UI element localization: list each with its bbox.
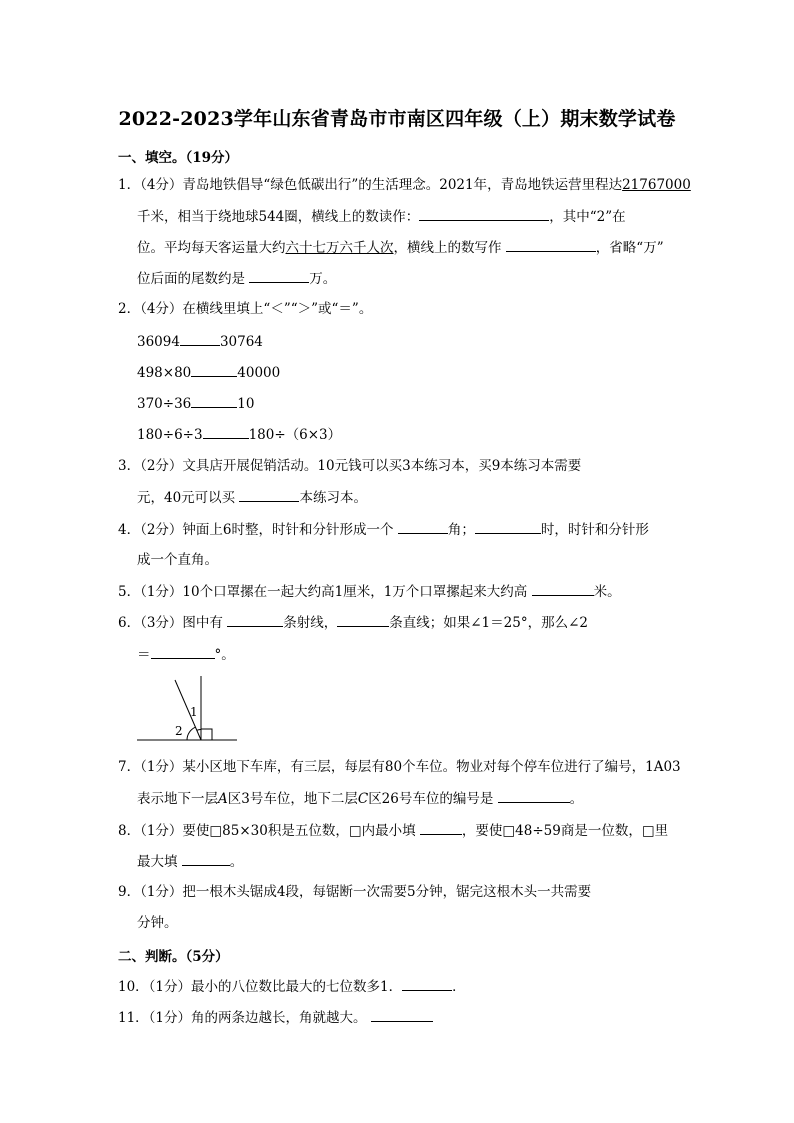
q6-line-2 (137, 644, 235, 665)
q2-row3-left: 370÷36 (137, 396, 192, 412)
q1-answer-blank-3[interactable] (249, 268, 309, 283)
q6-text-e: °。 (214, 647, 235, 663)
q11-text-a: 11．（1分）角的两条边越长，角就越大。 (118, 1010, 367, 1026)
q2-row2-left: 498×80 (137, 365, 192, 381)
q1-line-3 (137, 237, 664, 258)
q5-answer-blank[interactable] (532, 581, 594, 596)
q6-angle2-label: 2 (175, 724, 183, 738)
q1-text-a: 1．（4分）青岛地铁倡导“绿色低碳出行”的生活理念。2021年，青岛地铁运营里程达 (118, 177, 623, 193)
q5-text-b: 米。 (593, 584, 621, 600)
q6-answer-blank-1[interactable] (227, 612, 283, 627)
q2-row4-left: 180÷6÷3 (137, 427, 203, 443)
q2-row-4 (137, 424, 341, 445)
q11-answer-blank[interactable] (371, 1007, 433, 1022)
q5-text-a: 5．（1分）10个口罩摞在一起大约高1厘米，1万个口罩摞起来大约高 (118, 584, 528, 600)
section-fill-blank: 一、填空。（19分） (118, 150, 239, 166)
q7-zone-c: C (357, 791, 369, 807)
q7-text-c: 区26号车位的编号是 (368, 791, 494, 807)
q11-line (118, 1007, 433, 1028)
section-judge: 二、判断。（5分） (118, 949, 229, 965)
q7-text-b: 区3号车位，地下二层 (227, 791, 358, 807)
q8-line-1 (118, 820, 668, 841)
q3-line-1: 3．（2分）文具店开展促销活动。10元钱可以买3本练习本，买9本练习本需要 (118, 458, 582, 474)
q10-line (118, 976, 466, 997)
q3-answer-blank[interactable] (239, 487, 299, 502)
q1-text-g: 位后面的尾数约是 (137, 271, 245, 287)
q1-text-e: ，横线上的数写作 (393, 240, 502, 256)
q7-answer-blank[interactable] (498, 788, 570, 803)
q1-text-f: ，省略“万” (595, 240, 664, 256)
q1-line-2 (137, 206, 626, 227)
q7-line-2 (137, 788, 583, 809)
q8-text-a: 8．（1分）要使□85×30积是五位数，□内最小填 (118, 823, 416, 839)
q6-line-1 (118, 612, 588, 633)
q2-row3-right: 10 (237, 396, 255, 412)
q10-text-a: 10．（1分）最小的八位数比最大的七位数多1． (118, 979, 403, 995)
q7-zone-a: A (218, 791, 228, 807)
q7-text-a: 表示地下一层 (137, 791, 218, 807)
q8-answer-blank-2[interactable] (182, 851, 230, 866)
q3-text-a: 元，40元可以买 (137, 490, 236, 506)
page-title: 2022-2023学年山东省青岛市市南区四年级（上）期末数学试卷 (118, 108, 676, 130)
q4-line-2: 成一个直角。 (137, 552, 218, 568)
q3-line-2 (137, 487, 367, 508)
q2-row-3 (137, 393, 254, 414)
q1-text-c: ，其中“2”在 (549, 209, 626, 225)
q2-row3-blank[interactable] (191, 393, 237, 408)
q6-angle1-arc (197, 729, 201, 730)
q1-text-h: 万。 (309, 271, 337, 287)
q4-text-a: 4．（2分）钟面上6时整，时针和分针形成一个 (118, 522, 394, 538)
q4-line-1 (118, 519, 649, 540)
q3-text-b: 本练习本。 (299, 490, 367, 506)
q6-text-b: 条射线， (283, 615, 338, 631)
q1-text-d: 位。平均每天客运量大约 (137, 240, 286, 256)
q4-text-c: 时，时针和分针形 (540, 522, 649, 538)
q1-text-b: 千米，相当于绕地球544圈，横线上的数读作： (137, 209, 420, 225)
q8-answer-blank-1[interactable] (420, 820, 462, 835)
q2-row4-right: 180÷（6×3） (248, 427, 342, 443)
q1-underlined-words: 六十七万六千人次 (285, 240, 394, 256)
q8-line-2 (137, 851, 243, 872)
q8-text-d: 。 (229, 854, 244, 870)
q6-angle1-label: 1 (190, 705, 198, 719)
q6-angle2-arc (187, 727, 195, 740)
q2-row-2 (137, 362, 280, 383)
q1-line-1 (118, 175, 691, 195)
q1-underlined-number: 21767000 (622, 177, 691, 193)
q7-text-d: 。 (569, 791, 584, 807)
q2-row2-blank[interactable] (191, 362, 237, 377)
q8-text-b: ，要使□48÷59商是一位数，□里 (461, 823, 669, 839)
q4-answer-blank-1[interactable] (398, 519, 448, 534)
q9-line-2: 分钟。 (137, 915, 178, 931)
q6-text-a: 6．（3分）图中有 (118, 615, 223, 631)
q1-line-4 (137, 268, 336, 289)
q6-right-angle-mark (201, 729, 212, 740)
q6-text-c: 条直线；如果∠1＝25°，那么∠2 (389, 615, 588, 631)
q2-row1-blank[interactable] (180, 331, 220, 346)
q6-text-d: ＝ (137, 647, 151, 663)
q6-answer-blank-2[interactable] (337, 612, 389, 627)
q5-line (118, 581, 621, 602)
q1-answer-blank-2[interactable] (506, 237, 596, 252)
q1-answer-blank-1[interactable] (419, 206, 549, 221)
q2-row4-blank[interactable] (203, 424, 249, 439)
q2-row1-right: 30764 (219, 334, 263, 350)
q6-answer-blank-3[interactable] (151, 644, 215, 659)
q8-text-c: 最大填 (137, 854, 178, 870)
q6-angle-figure (137, 676, 247, 744)
q4-text-b: 角； (447, 522, 475, 538)
q2-row2-right: 40000 (237, 365, 281, 381)
q9-line-1: 9．（1分）把一根木头锯成4段，每锯断一次需要5分钟，锯完这根木头一共需要 (118, 884, 592, 900)
q2-row1-left: 36094 (137, 334, 180, 350)
q2-row-1 (137, 331, 263, 352)
q7-line-1: 7．（1分）某小区地下车库，有三层，每层有80个车位。物业对每个停车位进行了编号，1A03 (118, 759, 681, 775)
q2-heading: 2．（4分）在横线里填上“＜”“＞”或“＝”。 (118, 301, 373, 317)
q10-answer-blank[interactable] (402, 976, 452, 991)
q4-answer-blank-2[interactable] (475, 519, 541, 534)
q10-text-b: ． (452, 979, 466, 995)
